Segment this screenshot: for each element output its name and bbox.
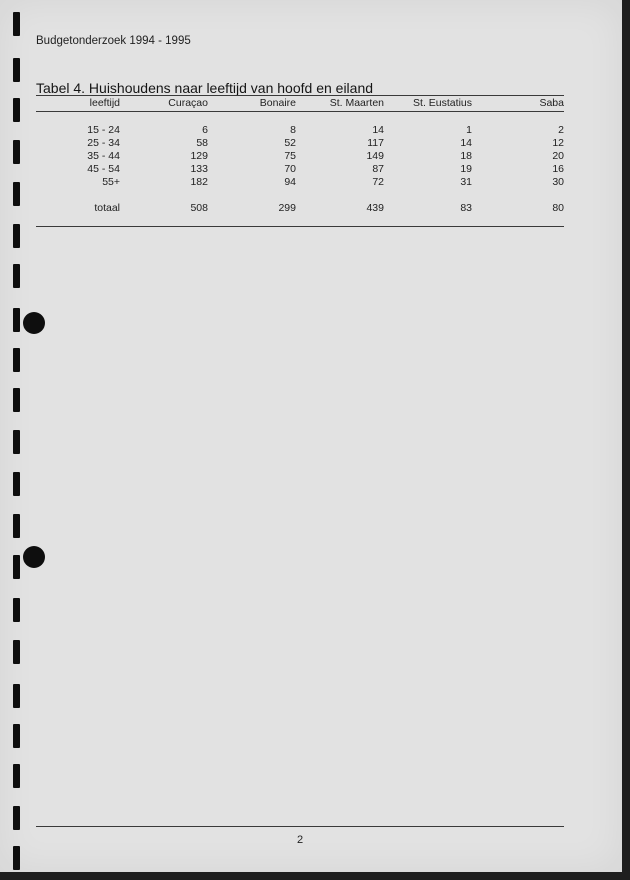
cell-curacao: 129 [190,150,208,162]
binder-slot [13,684,20,708]
binder-slot [13,514,20,538]
cell-total-st-eustatius: 83 [460,202,472,214]
binder-ring-hole [23,312,45,334]
scan-edge-right [622,0,630,880]
table-row [36,176,569,189]
column-header-st-eustatius: St. Eustatius [413,97,472,109]
binder-slot [13,58,20,82]
cell-total-saba: 80 [552,202,564,214]
column-header-curacao: Curaçao [168,97,208,109]
cell-st-eustatius: 14 [460,137,472,149]
binder-slot [13,430,20,454]
page-number: 2 [296,834,304,846]
binder-slot [13,98,20,122]
cell-st-maarten: 87 [372,163,384,175]
binder-slot [13,724,20,748]
binder-slot [13,764,20,788]
cell-st-eustatius: 18 [460,150,472,162]
cell-curacao: 6 [202,124,208,136]
table-bottom-rule [36,226,564,227]
binder-slot [13,598,20,622]
binder-slot [13,140,20,164]
binder-slot [13,472,20,496]
cell-bonaire: 94 [284,176,296,188]
cell-age-group: 45 - 54 [87,163,120,175]
cell-age-group: 15 - 24 [87,124,120,136]
binder-slot [13,388,20,412]
table-row [36,150,569,163]
binder-ring-hole [23,546,45,568]
cell-age-group: 55+ [102,176,120,188]
table-row [36,137,569,150]
cell-st-maarten: 72 [372,176,384,188]
cell-bonaire: 75 [284,150,296,162]
cell-st-maarten: 14 [372,124,384,136]
footer-rule [36,826,564,827]
cell-curacao: 182 [190,176,208,188]
cell-bonaire: 52 [284,137,296,149]
cell-st-maarten: 117 [367,137,384,149]
table-row [36,124,569,137]
binder-slot [13,555,20,579]
column-header-age: leeftijd [89,97,120,109]
cell-saba: 12 [552,137,564,149]
binder-slot [13,348,20,372]
table-row [36,163,569,176]
binder-slot [13,264,20,288]
binder-slot [13,12,20,36]
cell-saba: 2 [558,124,564,136]
cell-total-label: totaal [94,202,120,214]
cell-age-group: 25 - 34 [87,137,120,149]
binder-slot [13,308,20,332]
cell-st-maarten: 149 [366,150,384,162]
cell-saba: 20 [552,150,564,162]
table-total-row [36,202,569,215]
binder-slot [13,182,20,206]
cell-age-group: 35 - 44 [87,150,120,162]
column-header-saba: Saba [539,97,564,109]
column-header-st-maarten: St. Maarten [329,97,384,109]
cell-bonaire: 8 [290,124,296,136]
households-table [36,95,569,215]
cell-bonaire: 70 [284,163,296,175]
binder-slot [13,224,20,248]
cell-st-eustatius: 31 [460,176,472,188]
cell-saba: 30 [552,176,564,188]
table-header-row [36,95,569,111]
cell-curacao: 133 [190,163,208,175]
cell-st-eustatius: 1 [466,124,472,136]
running-header: Budgetonderzoek 1994 - 1995 [36,35,191,47]
scan-edge-bottom [0,872,630,880]
binder-slot [13,640,20,664]
cell-st-eustatius: 19 [460,163,472,175]
binder-slot [13,846,20,870]
cell-saba: 16 [552,163,564,175]
cell-total-bonaire: 299 [278,202,296,214]
binder-slot [13,806,20,830]
table-title: Tabel 4. Huishoudens naar leeftijd van hoofd en eiland [36,80,374,96]
column-header-bonaire: Bonaire [259,97,296,109]
cell-curacao: 58 [196,137,208,149]
cell-total-st-maarten: 439 [366,202,384,214]
cell-total-curacao: 508 [190,202,208,214]
